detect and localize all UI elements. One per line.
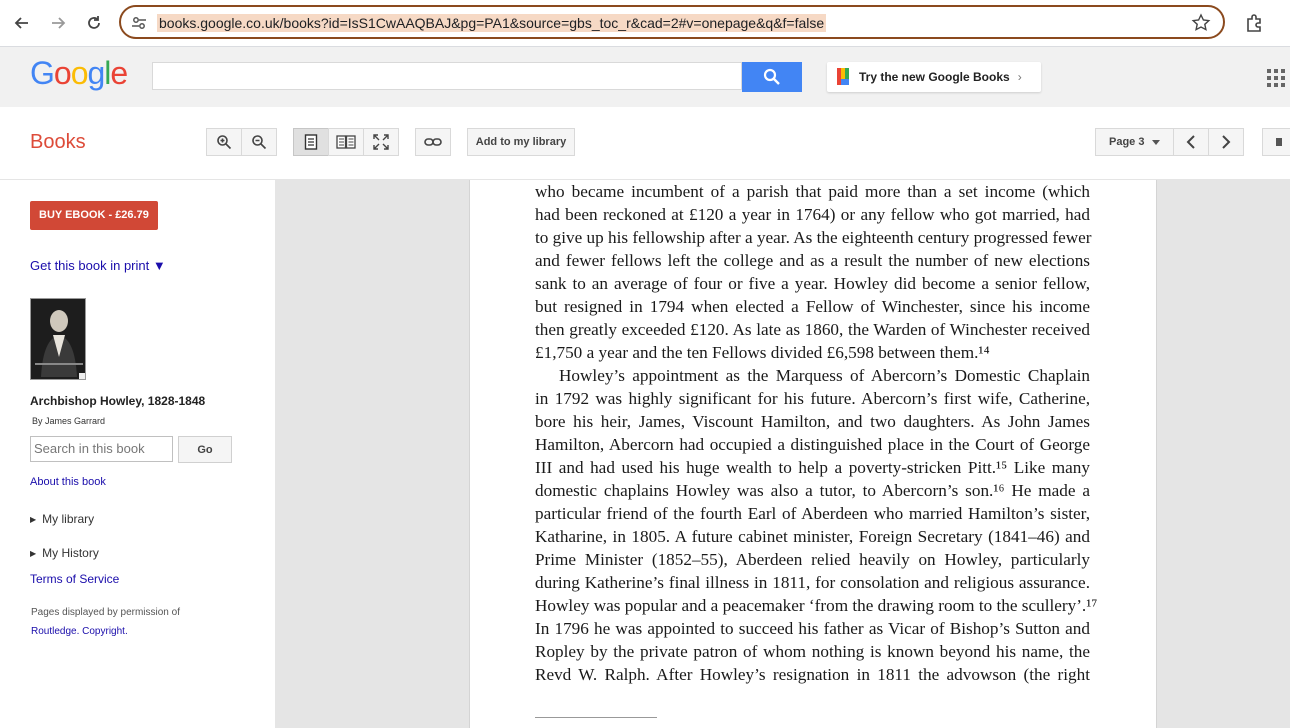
two-page-view-button[interactable] — [328, 128, 364, 156]
google-books-icon — [835, 67, 853, 87]
book-page — [469, 180, 1157, 728]
footnote-divider — [535, 717, 657, 718]
search-input[interactable] — [152, 62, 742, 90]
previous-page-button[interactable] — [1173, 128, 1209, 156]
expand-triangle-icon: ▶ — [30, 515, 37, 525]
text-line: but resigned in 1794 when elected a Fellow of Winchester, since his income — [535, 297, 1090, 316]
books-toolbar — [0, 107, 1290, 180]
page-body-text — [535, 180, 1098, 686]
two-page-icon — [336, 134, 356, 150]
search-go-button[interactable]: Go — [178, 436, 232, 463]
chevron-right-icon — [1221, 135, 1231, 149]
zoom-out-button[interactable] — [241, 128, 277, 156]
page-select-button[interactable] — [1095, 128, 1174, 156]
site-settings-icon[interactable] — [129, 13, 149, 33]
try-new-label: Try the new Google Books — [859, 70, 1010, 84]
text-line: Prime Minister (1852–55), Aberdeen relied heavily on Howley, particularly — [535, 550, 1090, 569]
terms-of-service-link[interactable]: Terms of Service — [30, 572, 120, 586]
browser-toolbar — [0, 0, 1290, 47]
text-line: Katharine, in 1805. A future cabinet minister, Foreign Secretary (1841–46) and — [535, 527, 1090, 546]
text-line: bore his heir, James, Viscount Hamilton, and two daughters. As John James — [535, 412, 1090, 431]
settings-button[interactable] — [1262, 128, 1290, 156]
text-line: Howley was popular and a peacemaker ‘from the drawing room to the scullery’.¹⁷ — [535, 596, 1098, 615]
text-line: who became incumbent of a parish that paid more than a set income (which — [535, 182, 1090, 201]
text-line: particular friend of the fourth Earl of Aberdeen who married Hamilton’s sister, — [535, 504, 1090, 523]
logo-letter: G — [30, 55, 54, 91]
add-to-library-button[interactable]: Add to my library — [467, 128, 575, 156]
text-line: III and had used his huge wealth to help a poverty-stricken Pitt.¹⁵ Like many — [535, 458, 1090, 477]
my-history-label: My History — [42, 546, 99, 560]
zoom-in-icon — [216, 134, 232, 150]
text-line: to give up his fellowship after a year. As the eighteenth century progressed fewer — [535, 228, 1092, 247]
book-sidebar — [0, 180, 275, 728]
next-page-button[interactable] — [1208, 128, 1244, 156]
my-history-toggle[interactable] — [30, 546, 99, 560]
logo-letter: e — [110, 55, 128, 91]
address-bar[interactable] — [119, 5, 1225, 39]
page-select-label: Page 3 — [1109, 136, 1145, 148]
link-icon — [424, 136, 442, 148]
text-line: In 1796 he was appointed to succeed his father as Vicar of Bishop’s Sutton and — [535, 619, 1090, 638]
fullscreen-icon — [373, 134, 389, 150]
book-author: By James Garrard — [32, 416, 106, 426]
text-line: £1,750 a year and the ten Fellows divided £6,598 between them.¹⁴ — [535, 343, 990, 362]
link-button[interactable] — [415, 128, 451, 156]
google-logo[interactable] — [30, 55, 127, 92]
search-button[interactable] — [742, 62, 802, 92]
google-header — [0, 47, 1290, 107]
text-line: sank to an average of four or five a year. Howley did become a senior fellow, — [535, 274, 1090, 293]
fullscreen-button[interactable] — [363, 128, 399, 156]
book-viewer[interactable] — [275, 180, 1290, 728]
book-title[interactable]: Archbishop Howley, 1828-1848 — [30, 394, 206, 408]
text-line: Revd W. Ralph. After Howley’s resignation in 1811 the advowson (the right — [535, 665, 1090, 684]
logo-letter: o — [70, 55, 88, 91]
logo-letter: l — [104, 55, 111, 91]
try-new-books-button[interactable] — [827, 62, 1041, 92]
text-line: then greatly exceeded £120. As late as 1860, the Warden of Winchester received — [535, 320, 1090, 339]
single-page-icon — [304, 134, 318, 150]
text-line: and fewer fellows left the college and as a result the number of new elections — [535, 251, 1090, 270]
get-in-print-link[interactable]: Get this book in print ▼ — [30, 258, 166, 273]
text-line: during Katherine’s final illness in 1811, for consolation and religious assurance. — [535, 573, 1090, 592]
my-library-toggle[interactable] — [30, 512, 94, 526]
chevron-left-icon — [1186, 135, 1196, 149]
chevron-right-icon: › — [1017, 70, 1022, 84]
text-line: in 1792 was highly significant for his future. Abercorn’s first wife, Catherine, — [535, 389, 1090, 408]
publisher-copyright-link[interactable]: Routledge. Copyright. — [31, 626, 128, 637]
search-icon — [763, 68, 781, 86]
text-line: domestic chaplains Howley was also a tutor, to Abercorn’s son.¹⁶ He made a — [535, 481, 1090, 500]
text-line: had been reckoned at £120 a year in 1764) or any fellow who got married, had — [535, 205, 1090, 224]
search-in-book-input[interactable]: Search in this book — [30, 436, 173, 462]
back-icon[interactable] — [8, 9, 36, 37]
bookmark-star-icon[interactable] — [1191, 13, 1211, 33]
my-library-label: My library — [42, 512, 95, 526]
buy-ebook-button[interactable]: BUY EBOOK - £26.79 — [30, 201, 158, 230]
book-cover-image[interactable] — [30, 298, 86, 380]
logo-letter: o — [53, 55, 71, 91]
dropdown-caret-icon — [1152, 140, 1160, 145]
text-line: Howley’s appointment as the Marquess of Abercorn’s Domestic Chaplain — [559, 366, 1090, 385]
text-line: Hamilton, Abercorn had occupied a distinguished place in the Court of George — [535, 435, 1090, 454]
permission-text: Pages displayed by permission of — [31, 607, 180, 618]
gear-icon — [1272, 135, 1282, 149]
reload-icon[interactable] — [80, 9, 108, 37]
books-section-title[interactable]: Books — [30, 131, 86, 153]
apps-grid-icon[interactable] — [1267, 69, 1285, 87]
zoom-in-button[interactable] — [206, 128, 242, 156]
zoom-out-icon — [251, 134, 267, 150]
about-book-link[interactable]: About this book — [30, 476, 106, 488]
logo-letter: g — [87, 55, 105, 91]
expand-triangle-icon: ▶ — [30, 549, 37, 559]
text-line: Ropley by the private patron of whom nothing is known beyond his name, the — [535, 642, 1090, 661]
single-page-view-button[interactable] — [293, 128, 329, 156]
url-text[interactable]: books.google.co.uk/books?id=IsS1CwAAQBAJ&pg=PA1&source=gbs_toc_r&cad=2#v=onepage&q&f=false — [159, 15, 825, 31]
forward-icon[interactable] — [44, 9, 72, 37]
extensions-icon[interactable] — [1244, 12, 1266, 34]
